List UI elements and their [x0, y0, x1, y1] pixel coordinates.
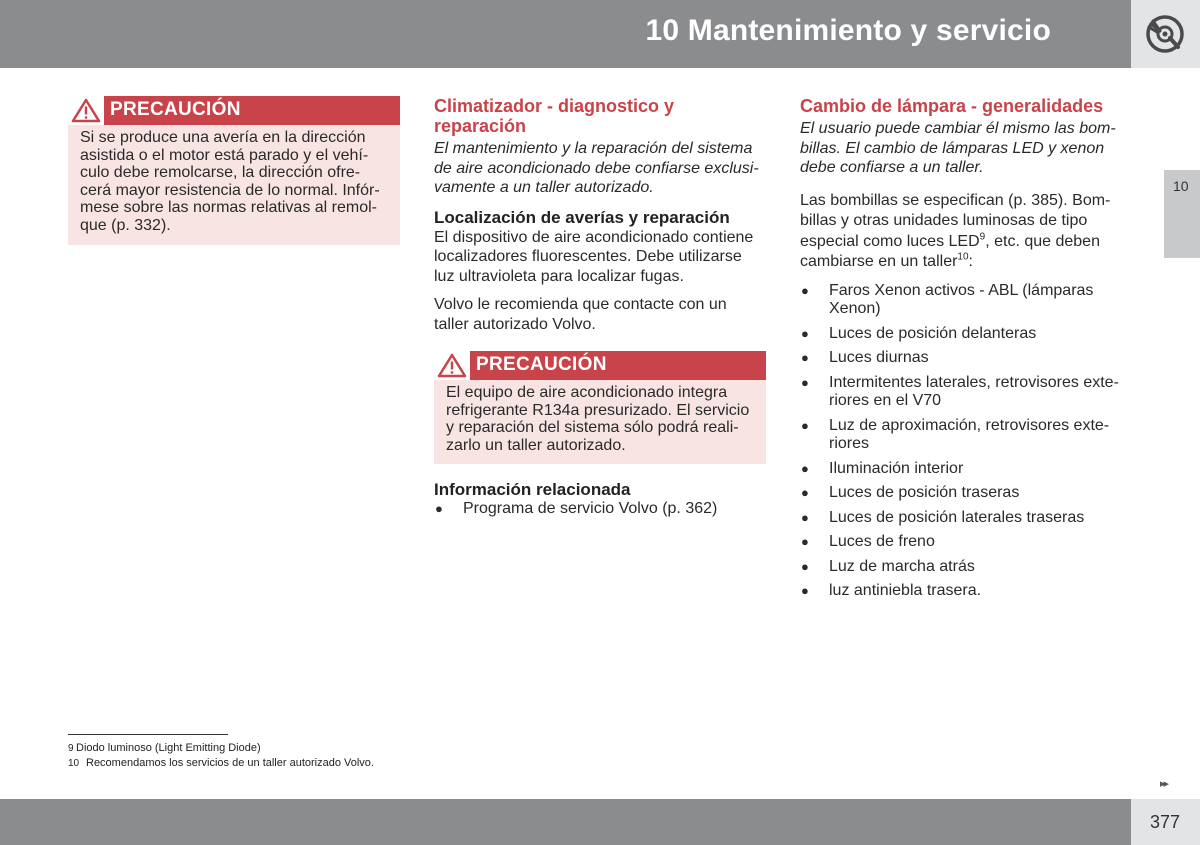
related-list	[434, 500, 766, 519]
footnote-ref-10: 10	[957, 251, 969, 263]
column-2	[434, 96, 766, 525]
caution-title: PRECAUCIÓN	[476, 354, 607, 375]
chapter-icon-box	[1131, 0, 1200, 68]
footer-bar	[0, 799, 1131, 845]
section-heading-climatizador: Climatizador - diagnostico y reparación	[434, 96, 675, 136]
warning-triangle-icon	[71, 98, 101, 123]
warning-triangle-icon	[437, 353, 467, 378]
related-link[interactable]: ● Programa de servicio Volvo (p. 362)	[435, 500, 718, 518]
continue-arrows-icon: ▸▸	[1160, 778, 1168, 790]
lamp-list-item: ● Luces de posición laterales traseras	[801, 508, 1085, 526]
lamp-list	[800, 282, 1130, 601]
section-intro: El mantenimiento y la reparación del sistema de aire acondicionado debe confiarse exclusi- vamente a un taller autorizado.	[434, 140, 759, 196]
lamp-list-item: ● Luces de posición traseras	[801, 484, 1020, 501]
lamp-list-item: ● Intermitentes laterales, retrovisores exte- riores en el V70	[801, 373, 1119, 409]
lamp-list-item: ● Luces de posición delanteras	[801, 324, 1037, 342]
caution-header	[68, 96, 400, 125]
chapter-side-tab	[1164, 170, 1200, 258]
page-number: 377	[1150, 812, 1181, 832]
caution-title: PRECAUCIÓN	[110, 99, 241, 120]
header-bar	[0, 0, 1131, 68]
footnotes	[68, 741, 374, 771]
section-intro: El usuario puede cambiar él mismo las bom- billas. El cambio de lámparas LED y xenon debe confiarse a un taller.	[800, 120, 1116, 176]
lamp-list-item: ● Faros Xenon activos - ABL (lámparas Xenon)	[801, 281, 1094, 317]
chapter-title: 10 Mantenimiento y servicio	[645, 14, 1051, 47]
lamp-list-item: ● Luces diurnas	[801, 349, 929, 366]
footnote-divider	[68, 734, 228, 735]
lamp-list-item: ● Luz de marcha atrás	[801, 557, 975, 575]
lamp-list-item: ● luz antiniebla trasera.	[801, 582, 982, 599]
caution-text: Si se produce una avería en la dirección asistida o el motor está parado y el vehí- culo debe remolcarse, la dirección ofre- cerá mayor resistencia de lo normal. Infór- mese sobre las normas relativas al remol- que (p. 332).	[80, 129, 380, 234]
caution-text: El equipo de aire acondicionado integra refrigerante R134a presurizado. El servicio y reparación del sistema sólo podrá reali- zarlo un taller autorizado.	[446, 384, 750, 454]
caution-header	[434, 351, 766, 380]
paragraph-volvo-recomienda: Volvo le recomienda que contacte con un taller autorizado Volvo.	[434, 296, 727, 333]
lamp-list-item: ● Luces de freno	[801, 533, 935, 550]
footnote-10: 10 Recomendamos los servicios de un taller autorizado Volvo.	[68, 757, 374, 769]
wrench-gear-icon	[1145, 14, 1185, 54]
caution-box	[434, 351, 766, 464]
column-3	[800, 96, 1130, 607]
paragraph-localizadores: El dispositivo de aire acondicionado contiene localizadores fluorescentes. Debe utilizarse luz ultravioleta para localizar fugas.	[434, 228, 754, 285]
lamp-list-item: ● Iluminación interior	[801, 459, 964, 477]
subheading-localizacion: Localización de averías y reparación	[434, 207, 730, 227]
paragraph-bombillas: Las bombillas se especifican (p. 385). Bom- billas y otras unidades luminosas de tipo especial como luces LED$^9$, etc. que deben cambiarse en un taller$^{10}$:	[800, 191, 1111, 270]
caution-box	[68, 96, 400, 245]
footnote-ref-9: 9	[979, 231, 986, 243]
side-tab-label: 10	[1173, 178, 1189, 194]
section-heading-cambio-lampara: Cambio de lámpara - generalidades	[800, 96, 1104, 116]
subheading-informacion-relacionada: Información relacionada	[434, 480, 631, 500]
lamp-list-item: ● Luz de aproximación, retrovisores exte- riores	[801, 416, 1110, 452]
column-1	[68, 96, 400, 259]
footnote-9: 9 Diodo luminoso (Light Emitting Diode)	[68, 742, 261, 754]
page-number-box	[1131, 799, 1200, 845]
